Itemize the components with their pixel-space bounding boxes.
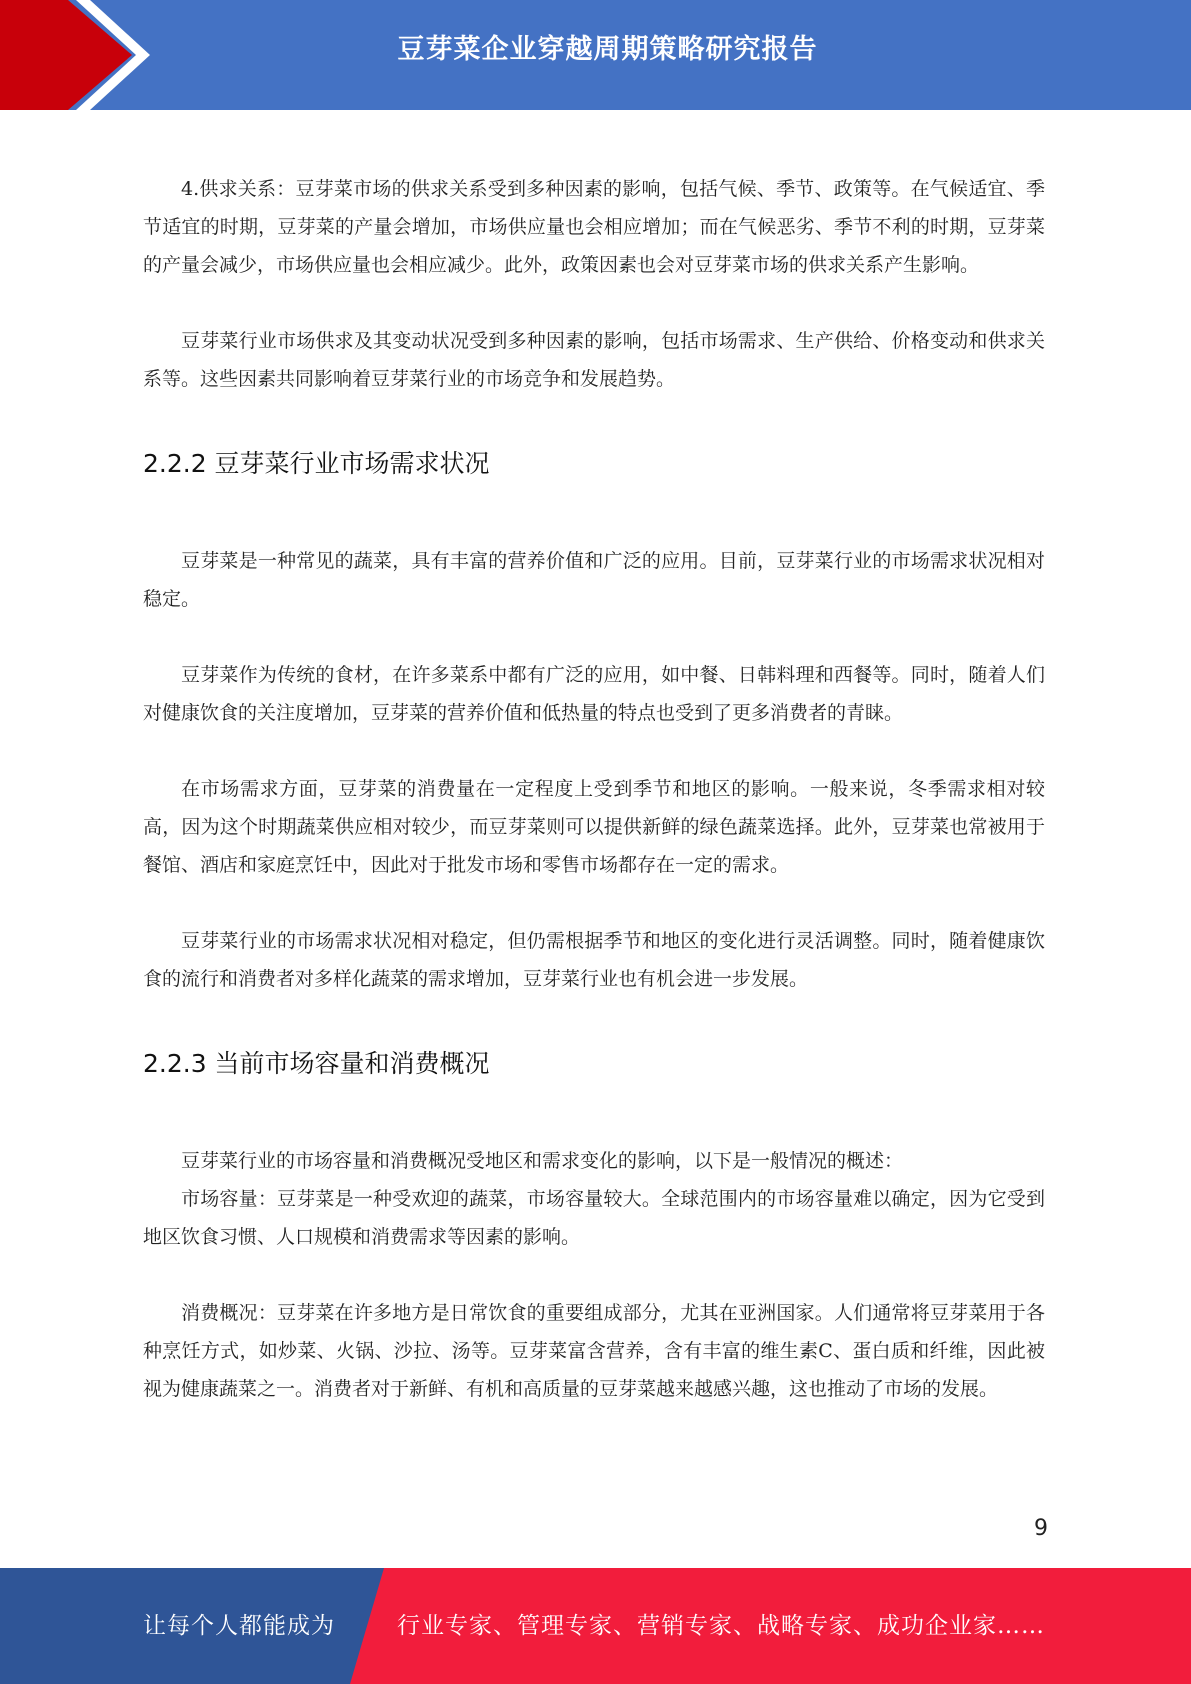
paragraph-demand-4: 豆芽菜行业的市场需求状况相对稳定，但仍需根据季节和地区的变化进行灵活调整。同时，随着健康饮食的流行和消费者对多样化蔬菜的需求增加，豆芽菜行业也有机会进一步发展。: [143, 930, 1045, 990]
paragraph-market-capacity: 市场容量：豆芽菜是一种受欢迎的蔬菜，市场容量较大。全球范围内的市场容量难以确定，因为它受到地区饮食习惯、人口规模和消费需求等因素的影响。: [143, 1188, 1045, 1248]
footer-slogan-right: 行业专家、管理专家、营销专家、战略专家、成功企业家……: [397, 1613, 1045, 1639]
footer-slogan-left: 让每个人都能成为: [143, 1613, 335, 1639]
page-content: [143, 170, 1045, 1408]
section-heading-2-2-2: 2.2.2 豆芽菜行业市场需求状况: [143, 449, 490, 478]
paragraph-supply-demand-summary: 豆芽菜行业市场供求及其变动状况受到多种因素的影响，包括市场需求、生产供给、价格变动和供求关系等。这些因素共同影响着豆芽菜行业的市场竞争和发展趋势。: [143, 330, 1045, 390]
paragraph-capacity-intro: 豆芽菜行业的市场容量和消费概况受地区和需求变化的影响，以下是一般情况的概述：: [181, 1150, 904, 1172]
paragraph-supply-demand-relation: 4.供求关系：豆芽菜市场的供求关系受到多种因素的影响，包括气候、季节、政策等。在气候适宜、季节适宜的时期，豆芽菜的产量会增加，市场供应量也会相应增加；而在气候恶劣、季节不利的时期，豆芽菜的产量会减少，市场供应量也会相应减少。此外，政策因素也会对豆芽菜市场的供求关系产生影响。: [143, 178, 1045, 276]
report-title: 豆芽菜企业穿越周期策略研究报告: [397, 34, 818, 65]
paragraph-demand-1: 豆芽菜是一种常见的蔬菜，具有丰富的营养价值和广泛的应用。目前，豆芽菜行业的市场需求状况相对稳定。: [143, 550, 1045, 610]
paragraph-demand-3: 在市场需求方面，豆芽菜的消费量在一定程度上受到季节和地区的影响。一般来说，冬季需求相对较高，因为这个时期蔬菜供应相对较少，而豆芽菜则可以提供新鲜的绿色蔬菜选择。此外，豆芽菜也常被用于餐馆、酒店和家庭烹饪中，因此对于批发市场和零售市场都存在一定的需求。: [143, 778, 1045, 876]
page-number: 9: [1034, 1516, 1048, 1541]
page-header: [0, 0, 1191, 110]
paragraph-consumption-overview: 消费概况：豆芽菜在许多地方是日常饮食的重要组成部分，尤其在亚洲国家。人们通常将豆芽菜用于各种烹饪方式，如炒菜、火锅、沙拉、汤等。豆芽菜富含营养，含有丰富的维生素C、蛋白质和纤维，因此被视为健康蔬菜之一。消费者对于新鲜、有机和高质量的豆芽菜越来越感兴趣，这也推动了市场的发展。: [143, 1302, 1045, 1400]
page-footer: [0, 1568, 1191, 1684]
section-heading-2-2-3: 2.2.3 当前市场容量和消费概况: [143, 1049, 490, 1078]
paragraph-demand-2: 豆芽菜作为传统的食材，在许多菜系中都有广泛的应用，如中餐、日韩料理和西餐等。同时，随着人们对健康饮食的关注度增加，豆芽菜的营养价值和低热量的特点也受到了更多消费者的青睐。: [143, 664, 1045, 724]
